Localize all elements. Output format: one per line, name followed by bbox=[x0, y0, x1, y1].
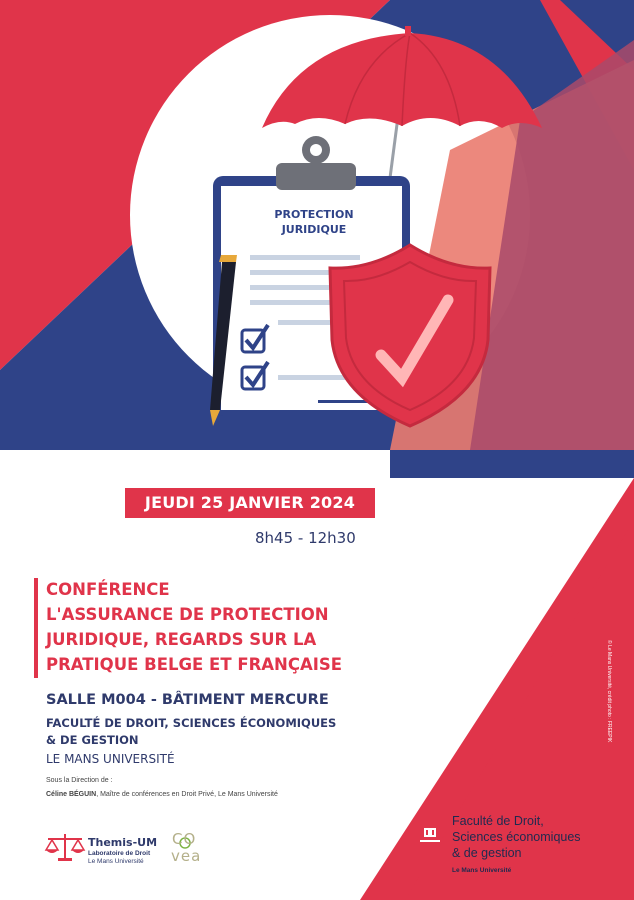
photo-credit: © Le Mans Université, crédit photo : FREEPIK bbox=[606, 640, 612, 743]
themis-logo-sub: Laboratoire de Droit bbox=[88, 850, 151, 857]
covea-logo-bottom: vea bbox=[171, 847, 202, 865]
title-line-3: JURIDIQUE, REGARDS SUR LA bbox=[46, 630, 317, 649]
director-name: Céline BÉGUIN bbox=[46, 791, 97, 798]
le-mans-universite-logo bbox=[420, 816, 440, 874]
direction-label: Sous la Direction de : bbox=[46, 777, 113, 784]
themis-logo-name: Themis-UM bbox=[88, 836, 158, 849]
title-line-4: PRATIQUE BELGE ET FRANÇAISE bbox=[46, 655, 343, 674]
faculty-logo-line1: Faculté de Droit, bbox=[452, 814, 544, 828]
venue-faculty-line2: & DE GESTION bbox=[46, 733, 139, 747]
title-accent-bar bbox=[34, 578, 38, 678]
clipboard-title-line1: PROTECTION bbox=[274, 208, 354, 221]
conference-title bbox=[46, 577, 386, 677]
title-line-2: L'ASSURANCE DE PROTECTION bbox=[46, 605, 329, 624]
faculty-logo-line3: & de gestion bbox=[452, 846, 522, 860]
venue-university: LE MANS UNIVERSITÉ bbox=[46, 752, 175, 766]
venue-room: SALLE M004 - BÂTIMENT MERCURE bbox=[46, 692, 329, 708]
venue-faculty-line1: FACULTÉ DE DROIT, SCIENCES ÉCONOMIQUES bbox=[46, 716, 337, 730]
director-credit bbox=[46, 791, 278, 798]
clipboard-title-line2: JURIDIQUE bbox=[281, 223, 347, 236]
covea-logo-top: CO bbox=[172, 830, 197, 848]
bg-navy-strip bbox=[390, 450, 634, 478]
event-time: 8h45 - 12h30 bbox=[255, 529, 356, 547]
event-date: JEUDI 25 JANVIER 2024 bbox=[125, 488, 375, 518]
title-line-1: CONFÉRENCE bbox=[46, 580, 170, 599]
themis-logo-sub2: Le Mans Université bbox=[88, 858, 144, 865]
faculty-logo-univ: Le Mans Université bbox=[452, 867, 512, 874]
faculty-logo-line2: Sciences économiques bbox=[452, 830, 581, 844]
director-role: , Maître de conférences en Droit Privé, Le Mans Université bbox=[96, 791, 278, 798]
